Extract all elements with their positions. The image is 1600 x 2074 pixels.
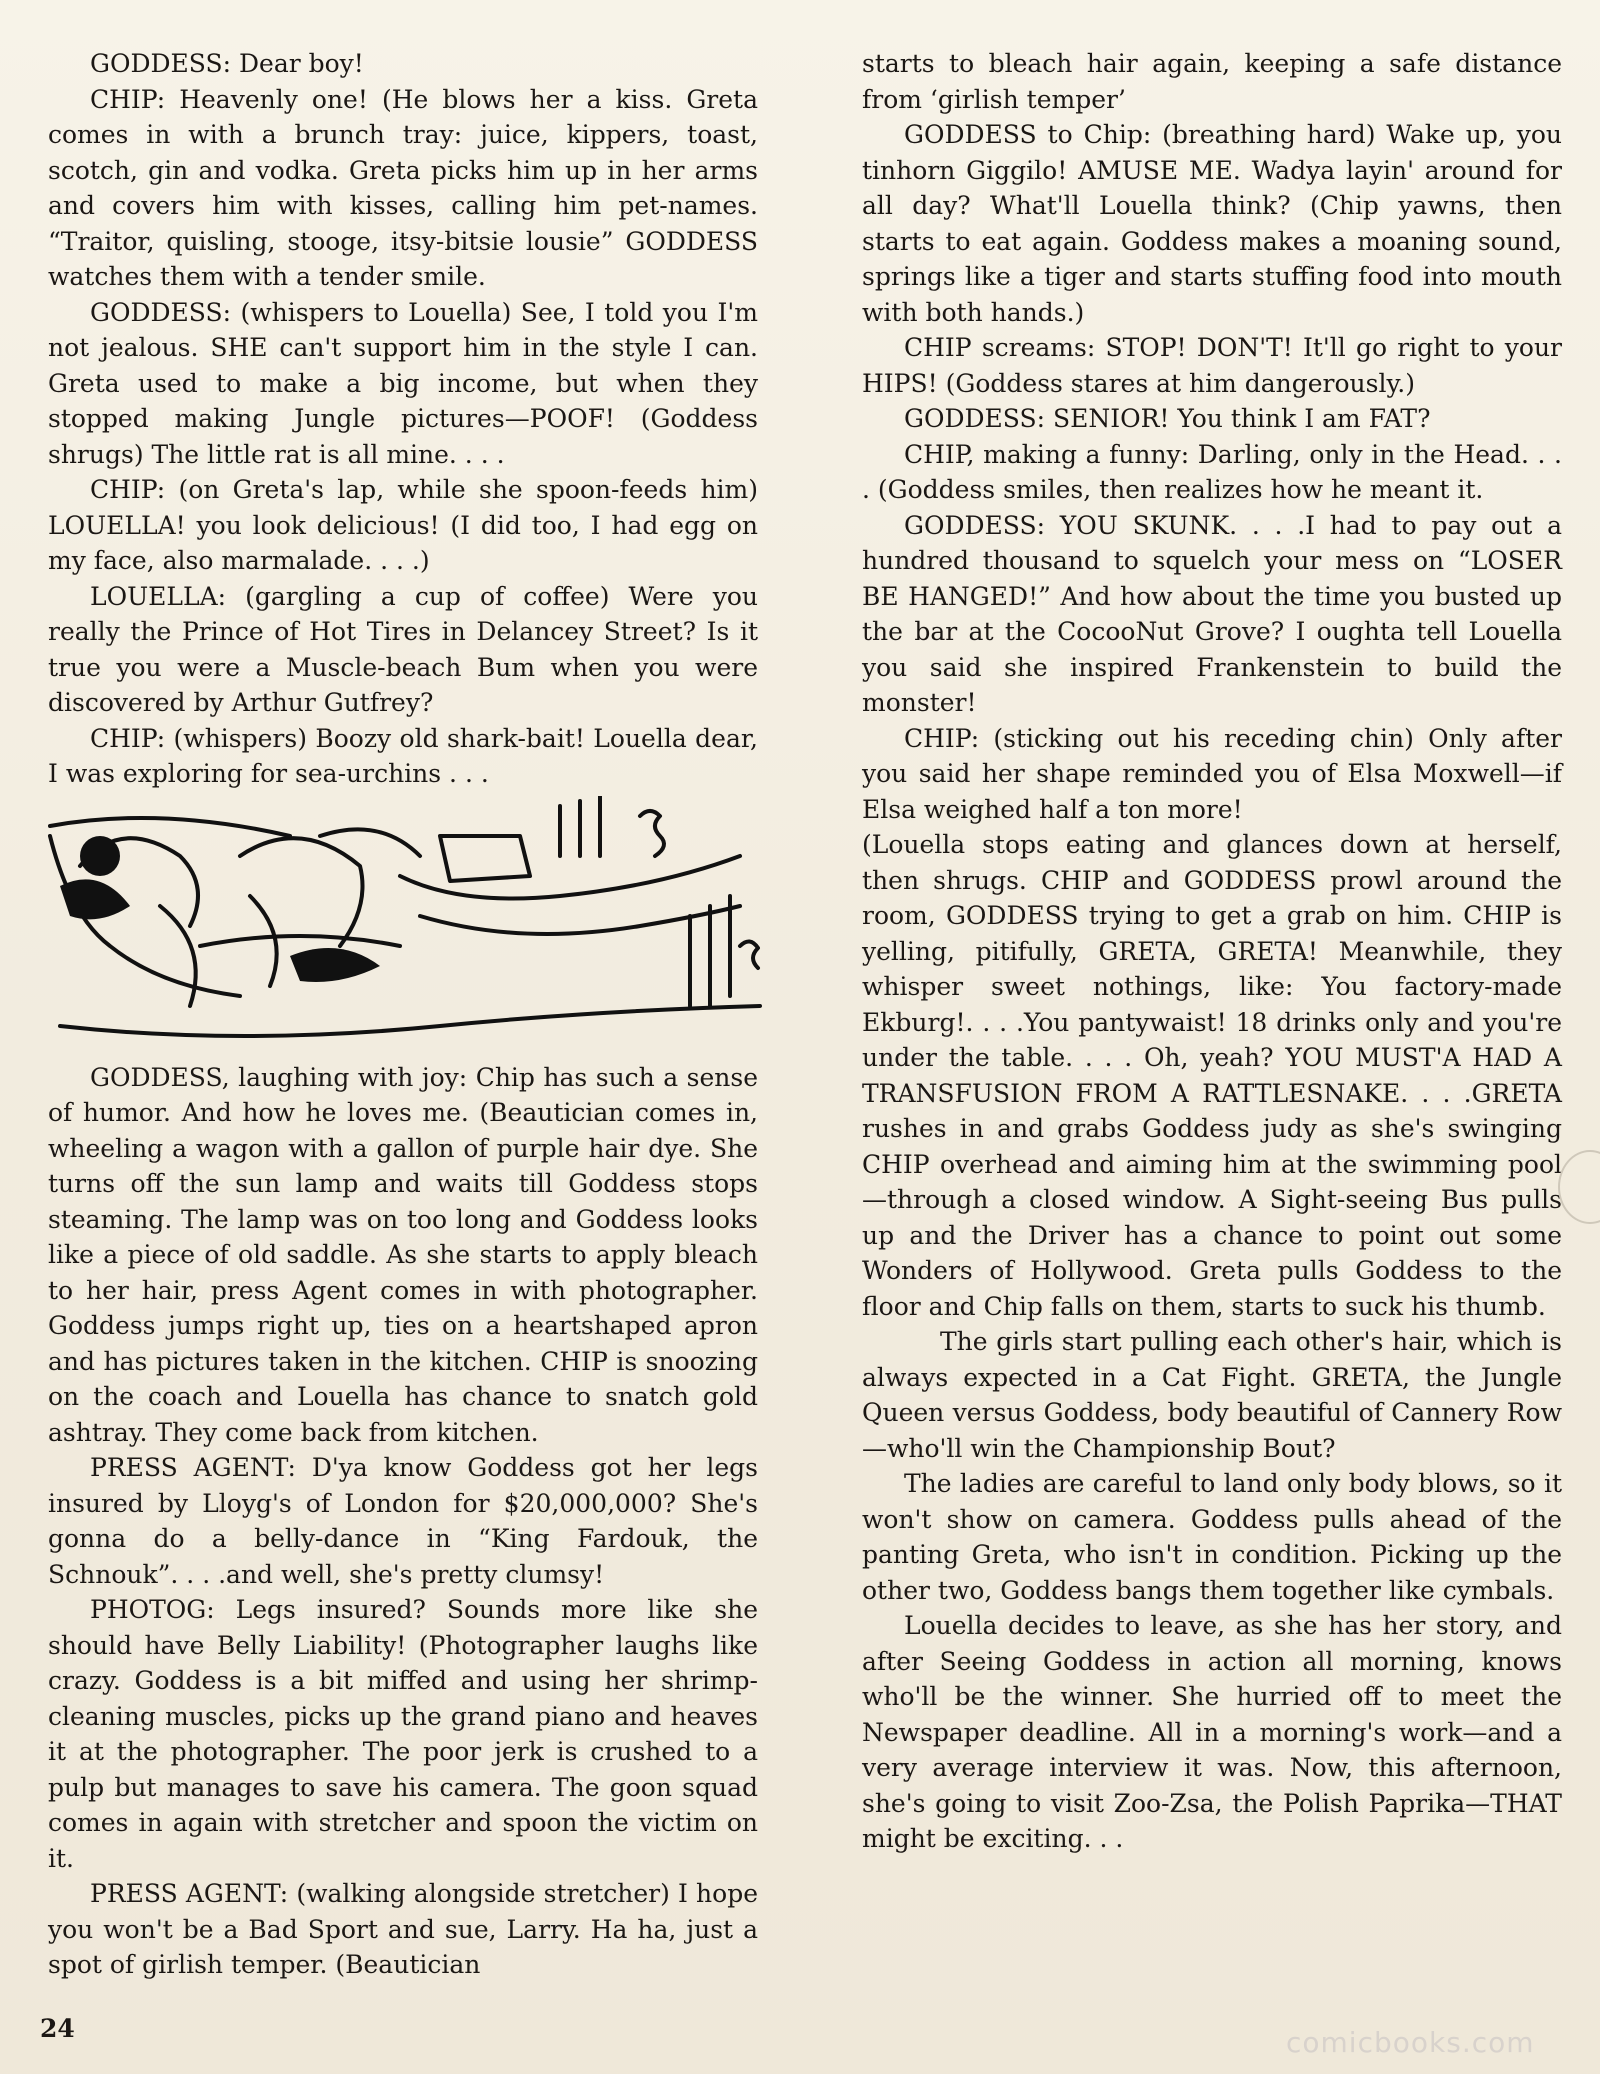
page-number: 24: [40, 2014, 75, 2043]
paragraph: (Louella stops eating and glances down at herself, then shrugs. CHIP and GODDESS prowl around the room, GODDESS trying to get a grab on him. CHIP is yelling, pitifully, GRETA, GRETA! Meanwhile, they whisper sweet nothings, like: You factory-made Ekburg!. . . .You pantywaist! 18 drinks only and you're under the table. . . . Oh, yeah? YOU MUST'A HAD A TRANSFUSION FROM A RATTLESNAKE. . . .GRETA rushes in and grabs Goddess judy as she's swinging CHIP overhead and aiming him at the swimming pool—through a closed window. A Sight-seeing Bus pulls up and the Driver has a chance to point out some Wonders of Hollywood. Greta pulls Goddess to the floor and Chip falls on them, starts to suck his thumb.: [862, 830, 1562, 1321]
paragraph: GODDESS to Chip: (breathing hard) Wake up, you tinhorn Giggilo! AMUSE ME. Wadya layin' around for all day? What'll Louella think? (Chip yawns, then starts to eat again. Goddess makes a moaning sound, springs like a tiger and starts stuffing food into mouth with both hands.): [862, 120, 1562, 327]
paragraph: GODDESS: Dear boy!: [90, 49, 364, 78]
right-column: [862, 46, 1562, 1857]
left-column: [48, 46, 758, 1983]
paragraph: GODDESS, laughing with joy: Chip has such a sense of humor. And how he loves me. (Beautician comes in, wheeling a wagon with a gallon of purple hair dye. She turns off the sun lamp and waits till Goddess stops steaming. The lamp was on too long and Goddess looks like a piece of old saddle. As she starts to apply bleach to her hair, press Agent comes in with photographer. Goddess jumps right up, ties on a heartshaped apron and has pictures taken in the kitchen. CHIP is snoozing on the coach and Louella has chance to snatch gold ashtray. They come back from kitchen.: [48, 1062, 758, 1447]
paragraph: PRESS AGENT: D'ya know Goddess got her legs insured by Lloyg's of London for $20,000,000? She's gonna do a belly-dance in “King Fardouk, the Schnouk”. . . .and well, she's pretty clumsy!: [48, 1453, 758, 1589]
paragraph: CHIP: (on Greta's lap, while she spoon-feeds him) LOUELLA! you look delicious! (I did too, I had egg on my face, also marmalade. . . .): [48, 475, 758, 575]
paragraph: CHIP: (whispers) Boozy old shark-bait! Louella dear, I was exploring for sea-urchins . . .: [48, 723, 758, 788]
paragraph: CHIP: (sticking out his receding chin) Only after you said her shape reminded you of Elsa Moxwell—if Elsa weighed half a ton more!: [862, 723, 1562, 824]
paragraph: starts to bleach hair again, keeping a safe distance from ‘girlish temper’: [862, 49, 1562, 114]
watermark: comicbooks.com: [1286, 2026, 1535, 2059]
paragraph: GODDESS: SENIOR! You think I am FAT?: [904, 404, 1431, 433]
paragraph: CHIP: Heavenly one! (He blows her a kiss. Greta comes in with a brunch tray: juice, kippers, toast, scotch, gin and vodka. Greta picks him up in her arms and covers him with kisses, calling him pet-names. “Traitor, quisling, stooge, itsy-bitsie lousie” GODDESS watches them with a tender smile.: [48, 84, 758, 291]
paragraph: PRESS AGENT: (walking alongside stretcher) I hope you won't be a Bad Sport and sue, Larry. Ha ha, just a spot of girlish temper. (Beautician: [48, 1879, 758, 1979]
paragraph: The ladies are careful to land only body blows, so it won't show on camera. Goddess pulls ahead of the panting Greta, who isn't in condition. Picking up the other two, Goddess bangs them together like cymbals.: [862, 1469, 1562, 1605]
paragraph: GODDESS: YOU SKUNK. . . .I had to pay out a hundred thousand to squelch your mess on “LOSER BE HANGED!” And how about the time you busted up the bar at the CocooNut Grove? I oughta tell Louella you said she inspired Frankenstein to build the monster!: [862, 510, 1562, 717]
page-punch-mark: [1558, 1150, 1600, 1224]
paragraph: The girls start pulling each other's hair, which is always expected in a Cat Fight. GRETA, the Jungle Queen versus Goddess, body beautiful of Cannery Row—who'll win the Championship Bout?: [862, 1327, 1562, 1463]
paragraph: CHIP, making a funny: Darling, only in the Head. . . . (Goddess smiles, then realizes how he meant it.: [862, 439, 1562, 504]
paragraph: Louella decides to leave, as she has her story, and after Seeing Goddess in action all morning, knows who'll be the winner. She hurried off to meet the Newspaper deadline. All in a morning's work—and a very average interview it was. Now, this afternoon, she's going to visit Zoo-Zsa, the Polish Paprika—THAT might be exciting. . .: [862, 1611, 1562, 1853]
paragraph: LOUELLA: (gargling a cup of coffee) Were you really the Prince of Hot Tires in Delancey Street? Is it true you were a Muscle-beach Bum when you were discovered by Arthur Gutfrey?: [48, 581, 758, 717]
paragraph: GODDESS: (whispers to Louella) See, I told you I'm not jealous. SHE can't support him in the style I can. Greta used to make a big income, but when they stopped making Jungle pictures—POOF! (Goddess shrugs) The little rat is all mine. . . .: [48, 297, 758, 469]
paragraph: CHIP screams: STOP! DON'T! It'll go right to your HIPS! (Goddess stares at him dangerously.): [862, 333, 1562, 398]
cartoon-illustration: [40, 796, 768, 1046]
paragraph: PHOTOG: Legs insured? Sounds more like she should have Belly Liability! (Photographer laughs like crazy. Goddess is a bit miffed and using her shrimp-cleaning muscles, picks up the grand piano and heaves it at the photographer. The poor jerk is crushed to a pulp but manages to save his camera. The goon squad comes in again with stretcher and spoon the victim on it.: [48, 1595, 758, 1873]
